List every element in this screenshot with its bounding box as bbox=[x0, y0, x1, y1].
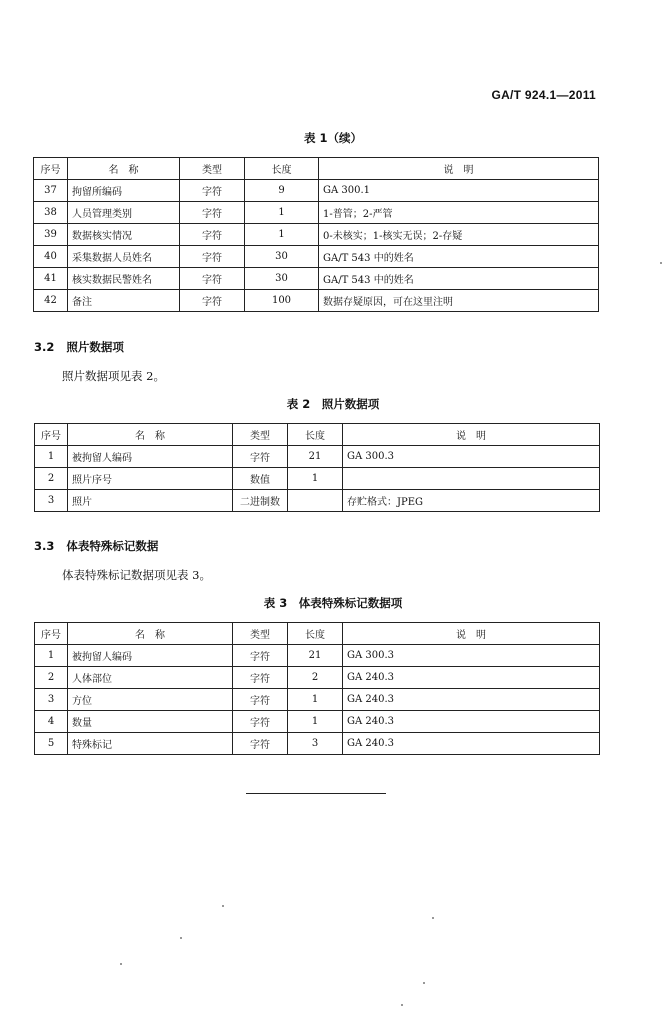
table-row bbox=[35, 468, 600, 490]
cell-name: 核实数据民警姓名 bbox=[68, 268, 180, 290]
cell-description: GA 300.3 bbox=[343, 645, 600, 667]
cell-type: 数值 bbox=[233, 468, 288, 490]
section-number: 3.2 bbox=[34, 340, 55, 354]
scan-speck bbox=[432, 917, 434, 919]
col-header-length: 长度 bbox=[245, 158, 319, 180]
cell-description: GA 240.3 bbox=[343, 733, 600, 755]
scan-speck bbox=[180, 937, 182, 939]
col-header-seq: 序号 bbox=[34, 158, 68, 180]
table-row bbox=[35, 689, 600, 711]
table-row bbox=[34, 246, 599, 268]
cell-length: 30 bbox=[245, 246, 319, 268]
scan-speck bbox=[222, 905, 224, 907]
cell-length: 1 bbox=[288, 468, 343, 490]
cell-description: 存贮格式：JPEG bbox=[343, 490, 600, 512]
cell-name: 数据核实情况 bbox=[68, 224, 180, 246]
cell-seq: 40 bbox=[34, 246, 68, 268]
cell-name: 被拘留人编码 bbox=[68, 645, 233, 667]
table-row bbox=[35, 667, 600, 689]
cell-name: 采集数据人员姓名 bbox=[68, 246, 180, 268]
scan-speck bbox=[660, 262, 662, 264]
section-paragraph: 体表特殊标记数据项见表 3。 bbox=[62, 568, 211, 582]
table-row bbox=[35, 446, 600, 468]
cell-seq: 4 bbox=[35, 711, 68, 733]
cell-description: GA 300.1 bbox=[319, 180, 599, 202]
cell-seq: 37 bbox=[34, 180, 68, 202]
table1-header-row bbox=[34, 158, 599, 180]
col-header-type: 类型 bbox=[233, 424, 288, 446]
section-heading-3-3 bbox=[34, 538, 158, 554]
cell-name: 特殊标记 bbox=[68, 733, 233, 755]
cell-type: 字符 bbox=[180, 224, 245, 246]
scan-speck bbox=[120, 963, 122, 965]
table-row bbox=[34, 180, 599, 202]
col-header-description: 说 明 bbox=[343, 424, 600, 446]
cell-name: 人员管理类别 bbox=[68, 202, 180, 224]
cell-seq: 1 bbox=[35, 446, 68, 468]
cell-length: 1 bbox=[245, 224, 319, 246]
cell-name: 照片 bbox=[68, 490, 233, 512]
cell-length: 1 bbox=[245, 202, 319, 224]
cell-name: 照片序号 bbox=[68, 468, 233, 490]
cell-length: 21 bbox=[288, 446, 343, 468]
cell-description: GA/T 543 中的姓名 bbox=[319, 246, 599, 268]
table1-caption: 表 1（续） bbox=[303, 131, 362, 145]
col-header-seq: 序号 bbox=[35, 424, 68, 446]
col-header-description: 说 明 bbox=[343, 623, 600, 645]
cell-length: 1 bbox=[288, 711, 343, 733]
cell-seq: 38 bbox=[34, 202, 68, 224]
cell-type: 二进制数 bbox=[233, 490, 288, 512]
col-header-seq: 序号 bbox=[35, 623, 68, 645]
table-row bbox=[34, 268, 599, 290]
table-row bbox=[35, 645, 600, 667]
table2-header-row bbox=[35, 424, 600, 446]
cell-type: 字符 bbox=[180, 202, 245, 224]
table1 bbox=[33, 157, 599, 312]
col-header-name: 名 称 bbox=[68, 623, 233, 645]
section-title: 体表特殊标记数据 bbox=[66, 539, 159, 553]
cell-type: 字符 bbox=[233, 689, 288, 711]
cell-description: GA 240.3 bbox=[343, 689, 600, 711]
cell-name: 人体部位 bbox=[68, 667, 233, 689]
scan-speck bbox=[401, 1004, 403, 1006]
cell-name: 被拘留人编码 bbox=[68, 446, 233, 468]
cell-name: 数量 bbox=[68, 711, 233, 733]
table3 bbox=[34, 622, 600, 755]
cell-seq: 2 bbox=[35, 468, 68, 490]
cell-type: 字符 bbox=[233, 667, 288, 689]
standard-code: GA/T 924.1—2011 bbox=[491, 88, 596, 102]
section-paragraph: 照片数据项见表 2。 bbox=[62, 369, 165, 383]
section-title: 照片数据项 bbox=[66, 340, 124, 354]
table-row bbox=[35, 733, 600, 755]
cell-seq: 42 bbox=[34, 290, 68, 312]
cell-description: GA 240.3 bbox=[343, 711, 600, 733]
section-heading-3-2 bbox=[34, 339, 124, 355]
cell-length: 9 bbox=[245, 180, 319, 202]
cell-name: 方位 bbox=[68, 689, 233, 711]
cell-length: 100 bbox=[245, 290, 319, 312]
cell-type: 字符 bbox=[180, 290, 245, 312]
cell-length: 21 bbox=[288, 645, 343, 667]
col-header-name: 名 称 bbox=[68, 424, 233, 446]
cell-description: 0-未核实；1-核实无误；2-存疑 bbox=[319, 224, 599, 246]
table-row bbox=[35, 490, 600, 512]
cell-type: 字符 bbox=[233, 645, 288, 667]
table3-caption: 表 3 体表特殊标记数据项 bbox=[263, 596, 403, 610]
col-header-length: 长度 bbox=[288, 623, 343, 645]
cell-description: GA 240.3 bbox=[343, 667, 600, 689]
table-row bbox=[35, 711, 600, 733]
cell-length: 30 bbox=[245, 268, 319, 290]
cell-seq: 3 bbox=[35, 689, 68, 711]
end-separator-line bbox=[246, 793, 386, 794]
cell-seq: 39 bbox=[34, 224, 68, 246]
cell-name: 拘留所编码 bbox=[68, 180, 180, 202]
table-row bbox=[34, 290, 599, 312]
cell-type: 字符 bbox=[180, 180, 245, 202]
cell-description bbox=[343, 468, 600, 490]
cell-name: 备注 bbox=[68, 290, 180, 312]
scan-speck bbox=[423, 982, 425, 984]
col-header-type: 类型 bbox=[180, 158, 245, 180]
table2 bbox=[34, 423, 600, 512]
col-header-description: 说 明 bbox=[319, 158, 599, 180]
col-header-name: 名 称 bbox=[68, 158, 180, 180]
cell-seq: 3 bbox=[35, 490, 68, 512]
col-header-length: 长度 bbox=[288, 424, 343, 446]
cell-length: 2 bbox=[288, 667, 343, 689]
cell-type: 字符 bbox=[233, 446, 288, 468]
table3-header-row bbox=[35, 623, 600, 645]
cell-description: 1-普管；2-严管 bbox=[319, 202, 599, 224]
col-header-type: 类型 bbox=[233, 623, 288, 645]
cell-description: GA/T 543 中的姓名 bbox=[319, 268, 599, 290]
cell-seq: 2 bbox=[35, 667, 68, 689]
cell-length: 3 bbox=[288, 733, 343, 755]
cell-description: GA 300.3 bbox=[343, 446, 600, 468]
cell-length bbox=[288, 490, 343, 512]
cell-length: 1 bbox=[288, 689, 343, 711]
table-row bbox=[34, 202, 599, 224]
cell-description: 数据存疑原因，可在这里注明 bbox=[319, 290, 599, 312]
table2-caption: 表 2 照片数据项 bbox=[286, 397, 380, 411]
table-row bbox=[34, 224, 599, 246]
cell-type: 字符 bbox=[233, 711, 288, 733]
cell-type: 字符 bbox=[180, 268, 245, 290]
section-number: 3.3 bbox=[34, 539, 55, 553]
cell-type: 字符 bbox=[180, 246, 245, 268]
cell-type: 字符 bbox=[233, 733, 288, 755]
cell-seq: 5 bbox=[35, 733, 68, 755]
cell-seq: 1 bbox=[35, 645, 68, 667]
cell-seq: 41 bbox=[34, 268, 68, 290]
